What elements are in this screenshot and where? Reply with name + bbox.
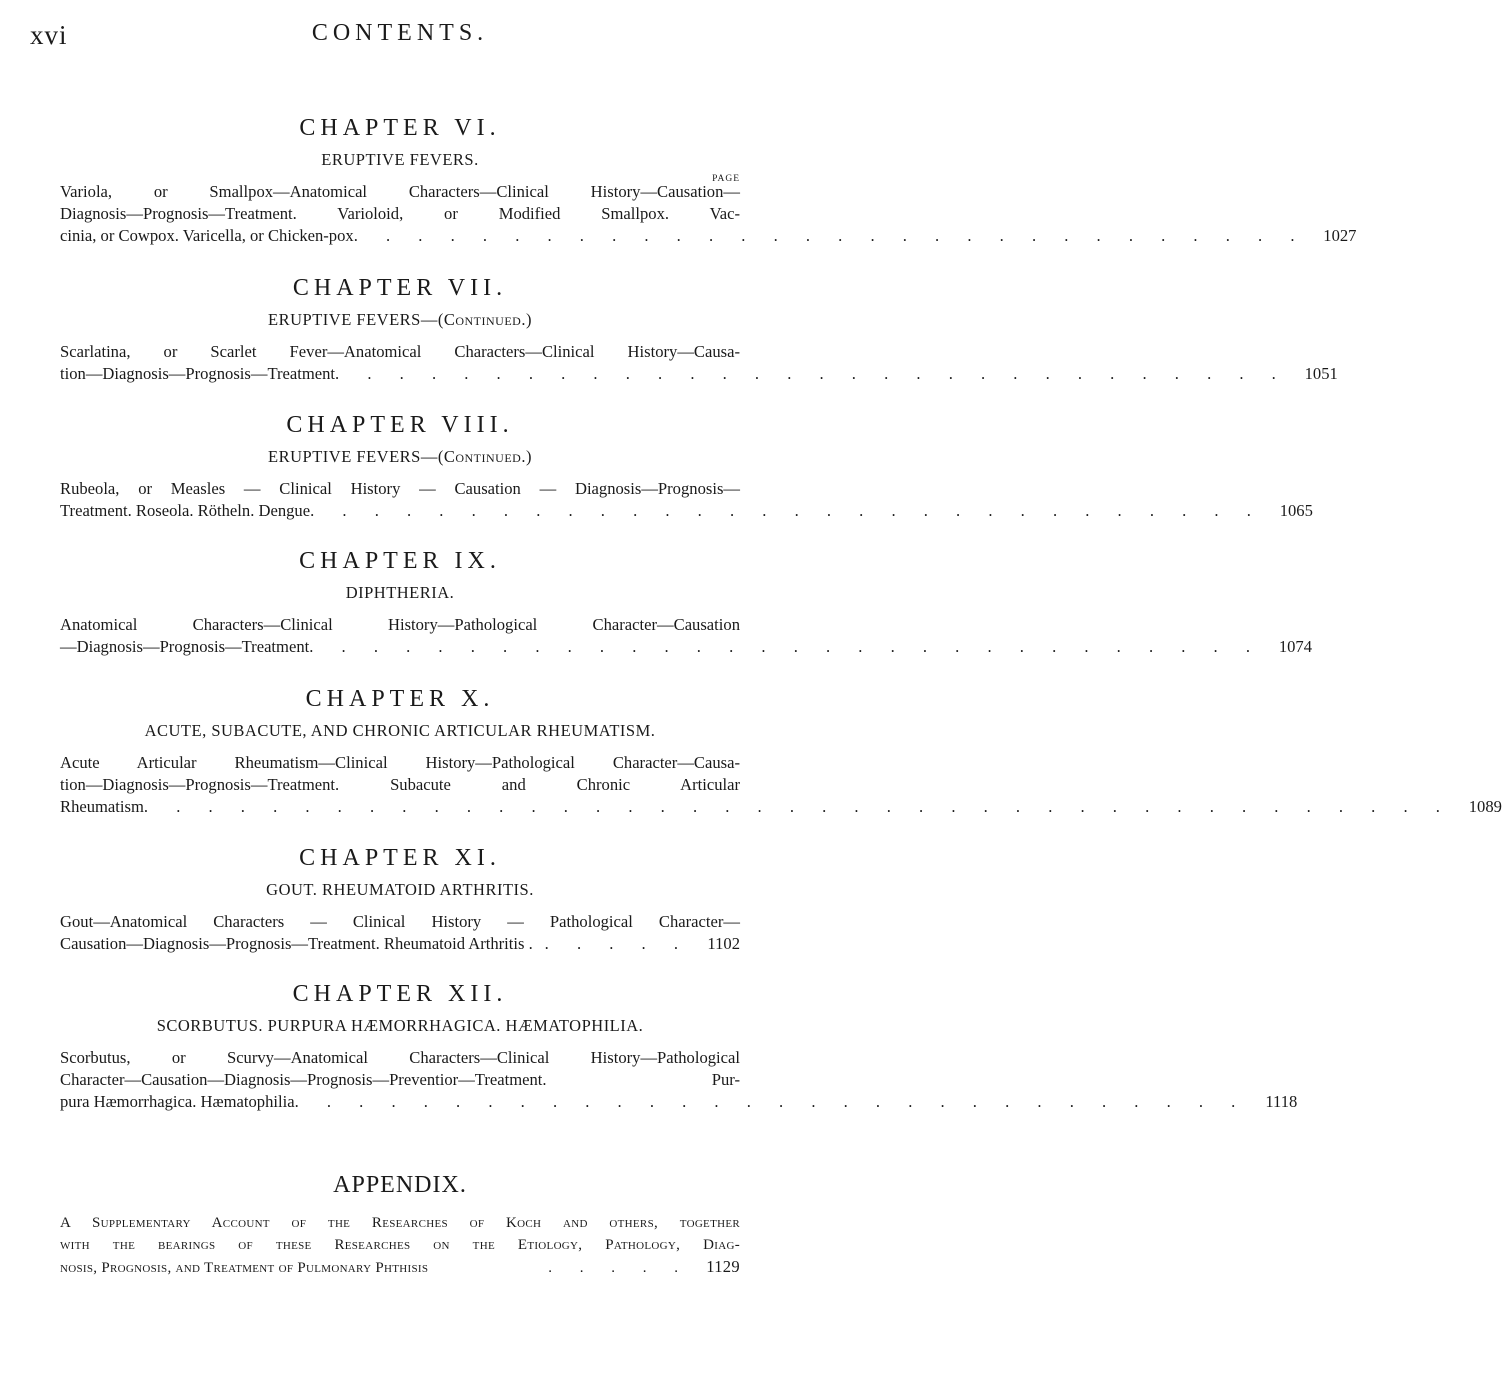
chapter-viii: [60, 409, 1313, 522]
chapter-heading: CHAPTER VIII.: [286, 412, 514, 438]
appendix-summary: [60, 1212, 740, 1278]
chapter-x: [60, 683, 1502, 818]
chapter-heading: CHAPTER IX.: [299, 548, 501, 574]
summary-line: Variola, or Smallpox—Anatomical Characters—Clinical History—Causation—: [60, 182, 740, 201]
appendix: [60, 1168, 740, 1278]
dot-leader: . . . . . . . . . . . . . . . . . . . . . . . . . . . . . . . . . . . . . . . . .: [143, 797, 1452, 816]
summary-line-with-page: [60, 933, 740, 955]
summary-line-with-page: [60, 225, 1357, 247]
summary-text: pura Hæmorrhagica. Hæmatophilia: [60, 1092, 295, 1111]
chapter-summary: [60, 614, 1312, 658]
dot-leader: . . . . . . . . . . . . . . . . . . . . . . . . . . . . . .: [310, 501, 1263, 520]
summary-line-with-page: [60, 363, 1338, 385]
page-reference: 1129: [706, 1257, 740, 1276]
chapter-vii: [60, 272, 1338, 385]
page-reference: 1089: [1468, 797, 1502, 816]
summary-line: Gout—Anatomical Characters — Clinical History — Pathological Character—: [60, 912, 740, 931]
chapter-vi: [60, 112, 1357, 247]
summary-line: Acute Articular Rheumatism—Clinical History—Pathological Character—Causa-: [60, 753, 740, 772]
chapter-xi: [60, 842, 740, 955]
page-reference: 1074: [1278, 637, 1312, 656]
page-column-label: PAGE: [712, 174, 740, 184]
summary-line: Scorbutus, or Scurvy—Anatomical Characters—Clinical History—Pathological: [60, 1048, 740, 1067]
chapter-heading: CHAPTER VI.: [299, 115, 501, 141]
summary-line: Diagnosis—Prognosis—Treatment. Varioloid, or Modified Smallpox. Vac-: [60, 204, 740, 223]
dot-leader: . . . . . . . . . . . . . . . . . . . . . . . . . . . . . .: [309, 637, 1262, 656]
chapter-ix: [60, 545, 1312, 658]
chapter-heading: CHAPTER XI.: [299, 845, 501, 871]
summary-text: Rheumatism: [60, 797, 144, 816]
summary-line-with-page: [60, 500, 1313, 522]
page-number: xvi: [30, 20, 68, 50]
summary-line: Scarlatina, or Scarlet Fever—Anatomical Characters—Clinical History—Causa-: [60, 342, 740, 361]
summary-line: with the bearings of these Researches on the Etiology, Pathology, Diag-: [60, 1237, 740, 1253]
chapter-summary: [60, 1047, 1298, 1113]
chapter-summary: [60, 752, 1502, 818]
summary-line: A Supplementary Account of the Researches of Koch and others, together: [60, 1215, 740, 1231]
chapter-subtitle: ERUPTIVE FEVERS.: [321, 150, 479, 169]
chapter-summary: [60, 478, 1313, 522]
chapter-subtitle: SCORBUTUS. PURPURA HÆMORRHAGICA. HÆMATOPHILIA.: [156, 1016, 644, 1035]
summary-line: tion—Diagnosis—Prognosis—Treatment. Subacute and Chronic Articular: [60, 775, 740, 794]
chapter-subtitle: ERUPTIVE FEVERS—(Continued.): [268, 310, 532, 329]
summary-line: Character—Causation—Diagnosis—Prognosis—Preventior—Treatment. Pur-: [60, 1070, 740, 1089]
summary-line-with-page: [60, 1091, 1298, 1113]
dot-leader: . . . . .: [548, 1260, 690, 1276]
dot-leader: . . . . . . . . . . . . . . . . . . . . . . . . . . . . . .: [353, 226, 1307, 245]
summary-text: nosis, Prognosis, and Treatment of Pulmonary Phthisis: [60, 1260, 429, 1276]
summary-text: cinia, or Cowpox. Varicella, or Chicken-pox: [60, 226, 354, 245]
chapter-xii: [60, 978, 1298, 1113]
page-reference: 1027: [1323, 226, 1357, 245]
dot-leader: . . . . . . . . . . . . . . . . . . . . . . . . . . . . . .: [294, 1092, 1248, 1111]
chapter-summary: [60, 911, 740, 955]
chapter-subtitle: DIPHTHERIA.: [345, 583, 455, 602]
summary-line-with-page: [60, 796, 1502, 818]
chapter-summary: [60, 341, 1338, 385]
chapter-heading: CHAPTER VII.: [292, 275, 508, 301]
chapter-heading: CHAPTER XII.: [292, 981, 508, 1007]
summary-text: Causation—Diagnosis—Prognosis—Treatment. Rheumatoid Arthritis .: [60, 934, 533, 953]
summary-text: —Diagnosis—Prognosis—Treatment: [60, 637, 310, 656]
summary-line: Anatomical Characters—Clinical History—Pathological Character—Causation: [60, 615, 740, 634]
running-header: [30, 20, 770, 60]
page-reference: 1051: [1304, 364, 1338, 383]
summary-text: tion—Diagnosis—Prognosis—Treatment: [60, 364, 336, 383]
page-reference: 1102: [707, 934, 740, 953]
page-reference: 1118: [1265, 1092, 1298, 1111]
appendix-heading: APPENDIX.: [333, 1172, 467, 1198]
chapter-subtitle: GOUT. RHEUMATOID ARTHRITIS.: [266, 880, 534, 899]
summary-line: Rubeola, or Measles — Clinical History — Causation — Diagnosis—Prognosis—: [60, 479, 740, 498]
page-reference: 1065: [1279, 501, 1313, 520]
dot-leader: . . . . . . . . . . . . . . . . . . . . . . . . . . . . . .: [335, 364, 1288, 383]
summary-text: Treatment. Roseola. Rötheln. Dengue: [60, 501, 311, 520]
running-title: CONTENTS.: [311, 20, 489, 46]
dot-leader: . . . . .: [544, 934, 690, 953]
chapter-subtitle: ACUTE, SUBACUTE, AND CHRONIC ARTICULAR RHEUMATISM.: [144, 721, 656, 740]
chapter-subtitle: ERUPTIVE FEVERS—(Continued.): [268, 447, 532, 466]
summary-line-with-page: [60, 1256, 740, 1278]
summary-line-with-page: [60, 636, 1312, 658]
chapter-summary: [60, 181, 1357, 247]
chapter-heading: CHAPTER X.: [305, 686, 495, 712]
